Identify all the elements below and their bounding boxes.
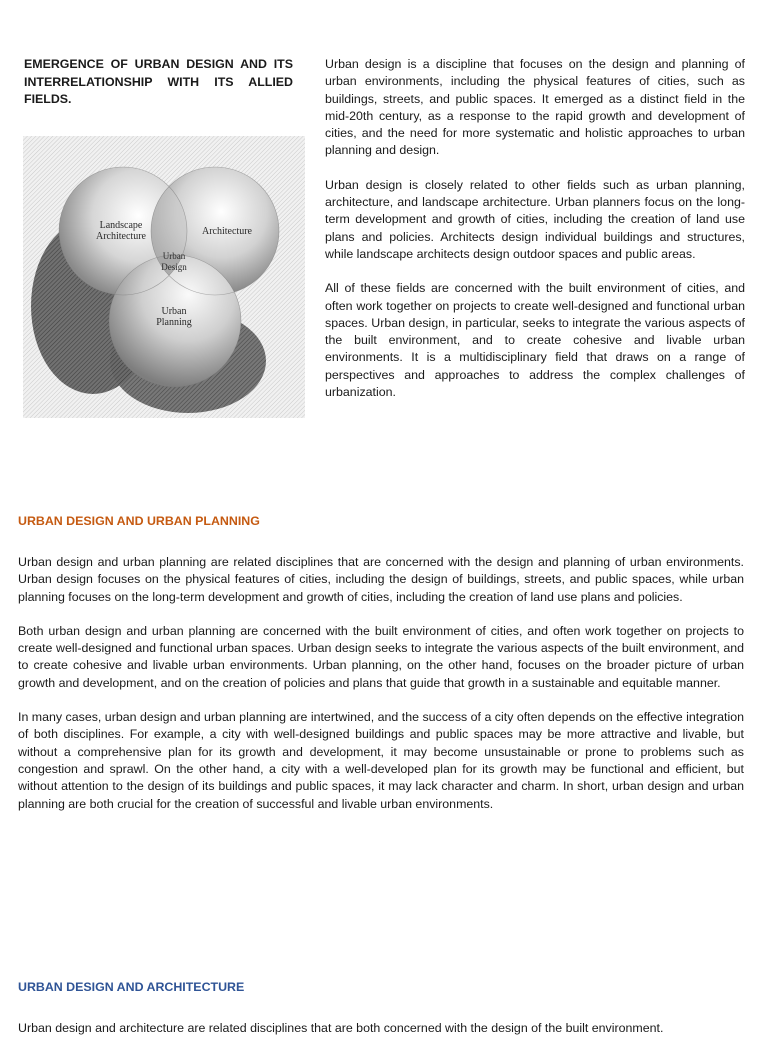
section-heading-architecture: URBAN DESIGN AND ARCHITECTURE <box>18 980 245 994</box>
document-title: EMERGENCE OF URBAN DESIGN AND ITS INTERRELATIONSHIP WITH ITS ALLIED FIELDS. <box>24 57 293 106</box>
section-heading-urban-planning: URBAN DESIGN AND URBAN PLANNING <box>18 514 260 528</box>
label-architecture: Architecture <box>202 226 252 237</box>
section-paragraph: Urban design and architecture are related disciplines that are both concerned with the design of the built environment. <box>18 1021 664 1035</box>
section-paragraph: In many cases, urban design and urban planning are intertwined, and the success of a city often depends on the effective integration of both disciplines. For example, a city with well-designed buildings and public spaces may be more attractive and livable, but without a comprehensive plan for its growth and development, it may become unsustainable or prone to problems such as congestion and sprawl. On the other hand, a city with a well-developed plan for its growth may be functional and efficient, but without attention to the design of its buildings and public spaces, it may lack character and charm. In short, urban design and urban planning are both crucial for the creation of successful and livable urban environments. <box>18 710 744 811</box>
intro-paragraph: All of these fields are concerned with the built environment of cities, and often work together on projects to create well-designed and functional urban spaces. Urban design, in particular, seeks to integrate the various aspects of the built environment, and to create cohesive and livable urban environments. It is a multidisciplinary field that draws on a range of perspectives and approaches to address the complex challenges of urbanization. <box>325 281 745 400</box>
label-landscape-line2: Architecture <box>96 231 146 242</box>
intro-text-column <box>325 56 745 418</box>
section-paragraph: Both urban design and urban planning are concerned with the built environment of cities, and often work together on projects to create well-designed and functional urban spaces. Urban design seeks to integrate the various aspects of the built environment, and to create cohesive and livable urban environments. Urban planning, on the other hand, focuses on the broader picture of urban growth and development, and on the creation of policies and plans that guide that growth in a sustainable and equitable manner. <box>18 623 744 690</box>
intro-paragraph: Urban design is closely related to other fields such as urban planning, architecture, and landscape architecture. Urban planners focus on the long-term development and growth of cities, including the creation of land use plans and policies. Architects design individual buildings and structures, while landscape architects design outdoor spaces and public areas. <box>325 177 745 261</box>
label-urban-planning-line2: Planning <box>156 317 192 328</box>
label-urban-design-line1: Urban <box>162 251 186 261</box>
label-urban-design-line2: Design <box>161 262 187 272</box>
label-urban-planning-line1: Urban <box>161 306 187 317</box>
venn-diagram-figure <box>23 136 305 418</box>
section-architecture <box>18 979 744 1054</box>
intro-paragraph: Urban design is a discipline that focuses on the design and planning of urban environments, including the physical features of cities, such as buildings, streets, and public spaces. It emerged as a distinct field in the mid-20th century, as a response to the rapid growth and development of cities, and the need for more systematic and holistic approaches to urban planning and design. <box>325 57 745 158</box>
section-urban-planning <box>18 513 744 830</box>
section-paragraph: Urban design and urban planning are related disciplines that are concerned with the design and planning of urban environments. Urban design focuses on the physical features of cities, including the design of buildings, streets, and public spaces, while urban planning focuses on the long-term development and growth of cities, including the creation of land use plans and policies. <box>18 555 744 604</box>
label-landscape-line1: Landscape <box>99 220 143 231</box>
